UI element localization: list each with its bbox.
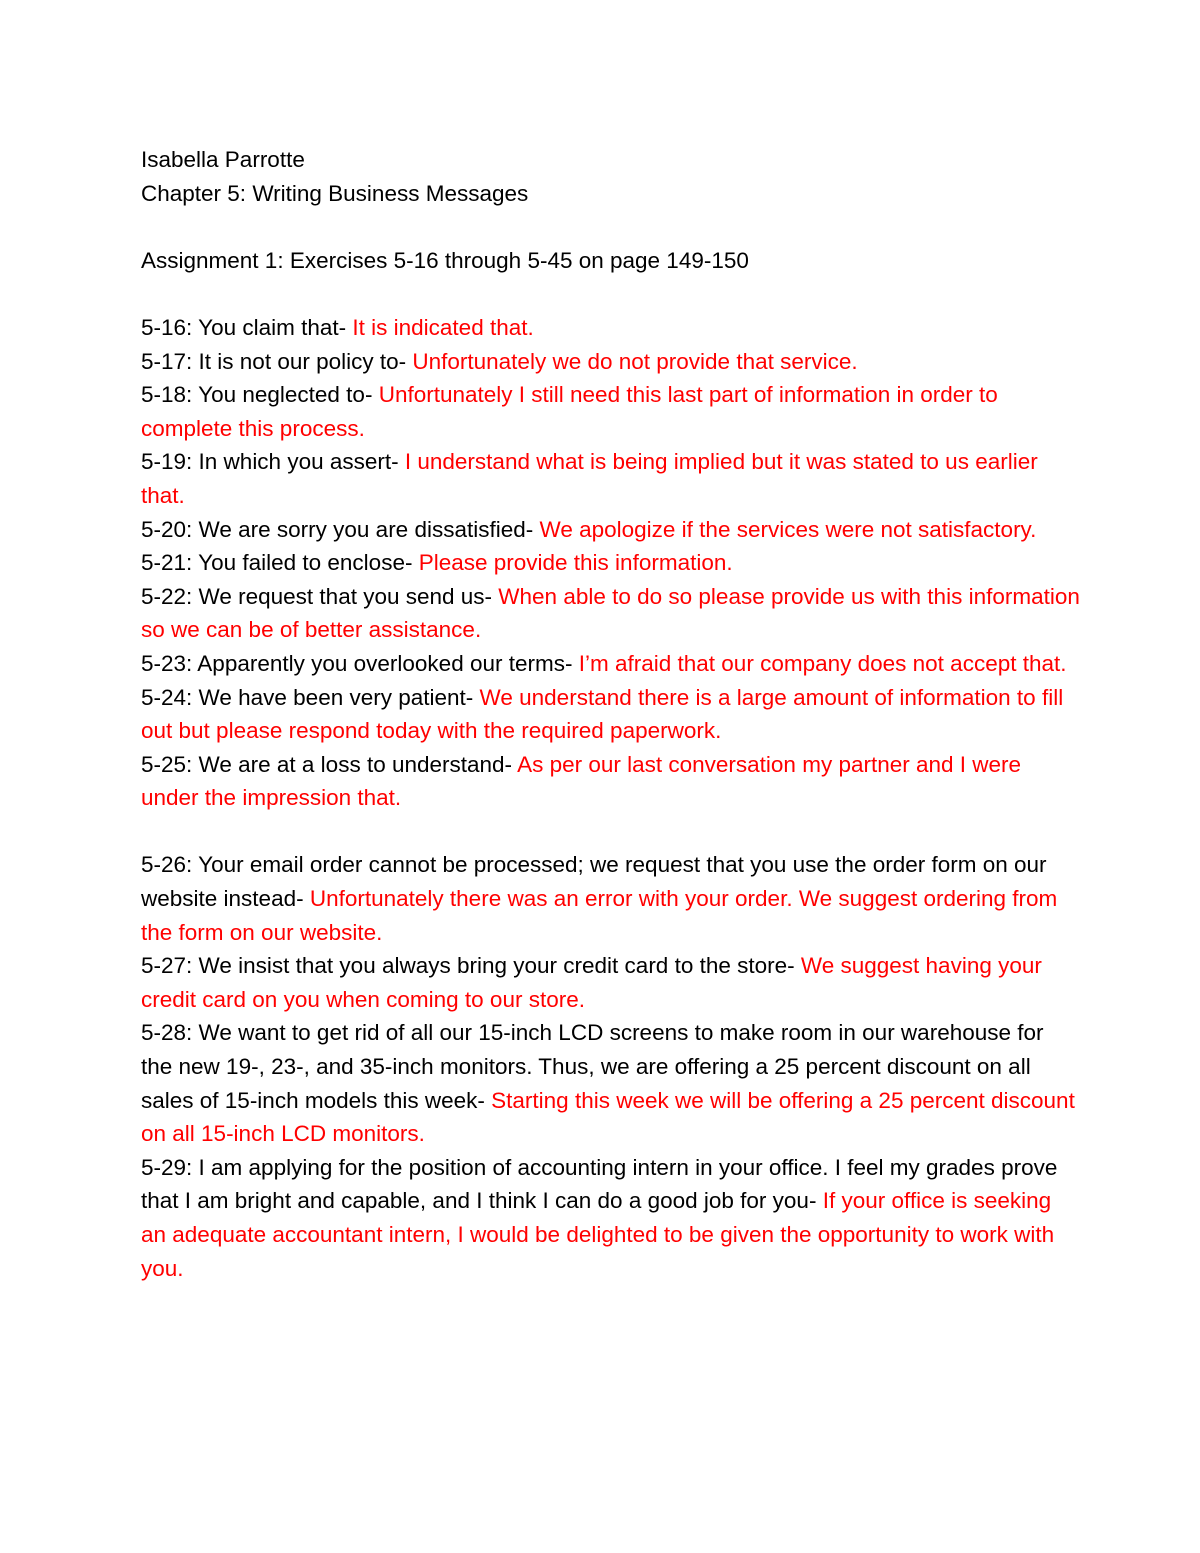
exercise-5-17: [141, 345, 1081, 379]
exercise-prompt: 5-18: You neglected to-: [141, 382, 379, 408]
exercise-answer: As per our last conversation my partner and I were under the impression that.: [141, 751, 1022, 811]
exercise-prompt: 5-17: It is not our policy to-: [141, 348, 413, 374]
exercise-answer: It is indicated that.: [352, 314, 534, 340]
document-body: [141, 143, 1081, 1285]
chapter-title: Chapter 5: Writing Business Messages: [141, 180, 529, 206]
exercise-prompt: 5-28: We want to get rid of all our 15-inch LCD screens to make room in our warehouse for the new 19-, 23-, and 35-inch monitors. Thus, we are offering a 25 percent discount on all sales of 15-inch models this week-: [141, 1020, 1044, 1113]
blank-line: [141, 210, 1081, 244]
exercise-prompt: 5-24: We have been very patient-: [141, 684, 480, 710]
blank-line: [141, 815, 1081, 849]
exercise-prompt: 5-27: We insist that you always bring your credit card to the store-: [141, 953, 801, 979]
exercise-5-29: [141, 1151, 1081, 1285]
exercise-prompt: 5-25: We are at a loss to understand-: [141, 751, 518, 777]
exercise-answer: I understand what is being implied but it was stated to us earlier that.: [141, 449, 1038, 508]
exercise-prompt: 5-20: We are sorry you are dissatisfied-: [141, 516, 540, 542]
exercise-5-26: [141, 848, 1081, 949]
exercise-prompt: 5-23: Apparently you overlooked our terms-: [141, 650, 579, 676]
exercise-5-18: [141, 378, 1081, 445]
exercise-answer: If your office is seeking an adequate accountant intern, I would be delighted to be given the opportunity to work with you.: [141, 1188, 1055, 1281]
exercise-answer: Unfortunately we do not provide that service.: [412, 348, 858, 374]
exercise-5-24: [141, 681, 1081, 748]
blank-line: [141, 277, 1081, 311]
exercise-5-23: [141, 647, 1081, 681]
exercise-5-19: [141, 445, 1081, 512]
exercise-prompt: 5-21: You failed to enclose-: [141, 550, 419, 576]
exercise-5-20: [141, 513, 1081, 547]
exercise-5-16: [141, 311, 1081, 345]
exercise-answer: Unfortunately there was an error with your order. We suggest ordering from the form on our website.: [141, 886, 1058, 945]
exercise-5-21: [141, 546, 1081, 580]
exercise-answer: We apologize if the services were not satisfactory.: [539, 516, 1037, 542]
exercise-answer: We suggest having your credit card on you when coming to our store.: [141, 953, 1042, 1012]
exercise-5-28: [141, 1016, 1081, 1150]
exercise-5-25: [141, 748, 1081, 815]
assignment-title: Assignment 1: Exercises 5-16 through 5-45 on page 149-150: [141, 247, 749, 273]
exercise-answer: We understand there is a large amount of information to fill out but please respond today with the required paperwork.: [141, 684, 1064, 744]
exercise-answer: Please provide this information.: [418, 550, 733, 576]
exercise-answer: I’m afraid that our company does not accept that.: [578, 650, 1067, 676]
exercise-prompt: 5-16: You claim that-: [141, 314, 353, 340]
exercise-5-27: [141, 949, 1081, 1016]
exercise-prompt: 5-19: In which you assert-: [141, 449, 405, 475]
exercise-5-22: [141, 580, 1081, 647]
exercise-answer: Starting this week we will be offering a 25 percent discount on all 15-inch LCD monitors.: [141, 1087, 1075, 1147]
exercise-prompt: 5-22: We request that you send us-: [141, 583, 499, 609]
author-name: Isabella Parrotte: [141, 147, 305, 172]
exercise-answer: When able to do so please provide us with this information so we can be of better assistance.: [141, 583, 1080, 643]
exercise-prompt: 5-26: Your email order cannot be processed; we request that you use the order form on our website instead-: [141, 852, 1047, 912]
exercise-prompt: 5-29: I am applying for the position of accounting intern in your office. I feel my grades prove that I am bright and capable, and I think I can do a good job for you-: [141, 1154, 1058, 1214]
exercise-answer: Unfortunately I still need this last part of information in order to complete this process.: [141, 382, 998, 441]
